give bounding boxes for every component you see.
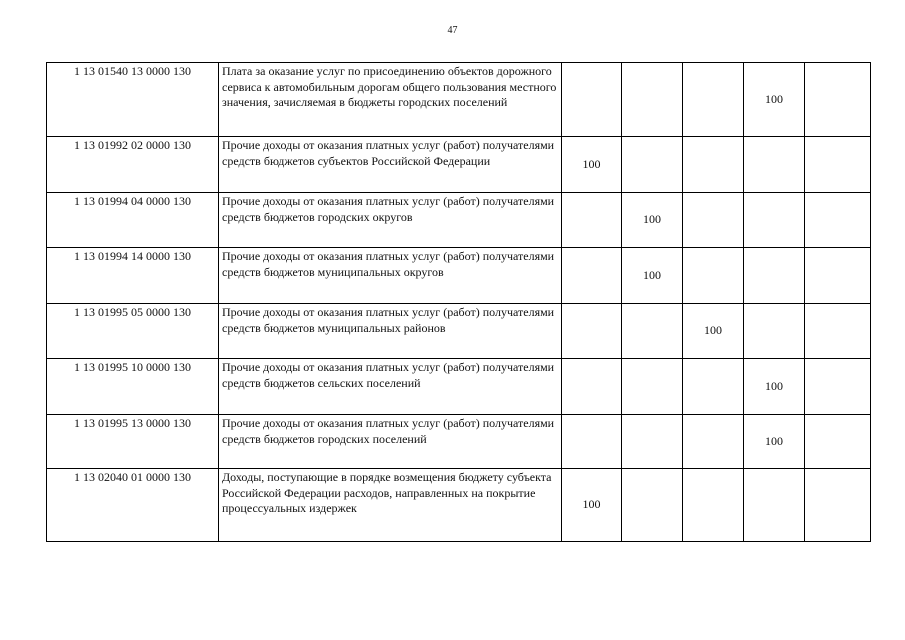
value-cell-4: 100 — [744, 63, 805, 137]
table-row — [47, 304, 871, 359]
value-cell-2 — [622, 359, 683, 415]
revenue-name: Прочие доходы от оказания платных услуг (работ) получателями средств бюджетов сельских поселений — [219, 359, 562, 415]
value-cell-5 — [805, 63, 871, 137]
revenue-name: Прочие доходы от оказания платных услуг (работ) получателями средств бюджетов субъектов Российской Федерации — [219, 137, 562, 193]
budget-classification-code: 1 13 01540 13 0000 130 — [47, 63, 219, 137]
page-number: 47 — [447, 25, 458, 36]
value-cell-3: 100 — [683, 304, 744, 359]
value-cell-1 — [562, 63, 622, 137]
value-cell-2 — [622, 137, 683, 193]
value-cell-1 — [562, 359, 622, 415]
value-cell-4 — [744, 469, 805, 542]
value-cell-1: 100 — [562, 469, 622, 542]
value-cell-3 — [683, 359, 744, 415]
value-cell-5 — [805, 469, 871, 542]
revenue-name: Доходы, поступающие в порядке возмещения бюджету субъекта Российской Федерации расходов, направленных на покрытие процессуальных издержек — [219, 469, 562, 542]
revenue-name: Плата за оказание услуг по присоединению объектов дорожного сервиса к автомобильным дорогам общего пользования местного значения, зачисляемая в бюджеты городских поселений — [219, 63, 562, 137]
value-cell-5 — [805, 193, 871, 248]
value-cell-3 — [683, 248, 744, 304]
table-row — [47, 469, 871, 542]
value-cell-2 — [622, 469, 683, 542]
value-cell-1 — [562, 248, 622, 304]
table-row — [47, 63, 871, 137]
value-cell-3 — [683, 63, 744, 137]
budget-classification-code: 1 13 01994 04 0000 130 — [47, 193, 219, 248]
value-cell-5 — [805, 248, 871, 304]
revenue-distribution-table — [46, 62, 871, 542]
revenue-name: Прочие доходы от оказания платных услуг (работ) получателями средств бюджетов городских округов — [219, 193, 562, 248]
budget-classification-code: 1 13 02040 01 0000 130 — [47, 469, 219, 542]
value-cell-2: 100 — [622, 193, 683, 248]
table-row — [47, 248, 871, 304]
value-cell-4 — [744, 137, 805, 193]
value-cell-1 — [562, 415, 622, 469]
table-row — [47, 137, 871, 193]
revenue-name: Прочие доходы от оказания платных услуг (работ) получателями средств бюджетов муниципальных округов — [219, 248, 562, 304]
table-row — [47, 415, 871, 469]
value-cell-2 — [622, 63, 683, 137]
value-cell-1 — [562, 193, 622, 248]
table-row — [47, 193, 871, 248]
value-cell-5 — [805, 415, 871, 469]
budget-classification-code: 1 13 01995 10 0000 130 — [47, 359, 219, 415]
value-cell-3 — [683, 469, 744, 542]
value-cell-4: 100 — [744, 415, 805, 469]
revenue-name: Прочие доходы от оказания платных услуг (работ) получателями средств бюджетов городских поселений — [219, 415, 562, 469]
value-cell-3 — [683, 193, 744, 248]
value-cell-1: 100 — [562, 137, 622, 193]
budget-classification-code: 1 13 01994 14 0000 130 — [47, 248, 219, 304]
value-cell-4 — [744, 248, 805, 304]
revenue-name: Прочие доходы от оказания платных услуг (работ) получателями средств бюджетов муниципальных районов — [219, 304, 562, 359]
value-cell-5 — [805, 304, 871, 359]
value-cell-4 — [744, 193, 805, 248]
budget-classification-code: 1 13 01995 13 0000 130 — [47, 415, 219, 469]
value-cell-1 — [562, 304, 622, 359]
value-cell-2 — [622, 304, 683, 359]
value-cell-4: 100 — [744, 359, 805, 415]
table-row — [47, 359, 871, 415]
value-cell-3 — [683, 415, 744, 469]
value-cell-2 — [622, 415, 683, 469]
value-cell-4 — [744, 304, 805, 359]
budget-classification-code: 1 13 01995 05 0000 130 — [47, 304, 219, 359]
value-cell-2: 100 — [622, 248, 683, 304]
value-cell-5 — [805, 359, 871, 415]
value-cell-5 — [805, 137, 871, 193]
budget-classification-code: 1 13 01992 02 0000 130 — [47, 137, 219, 193]
value-cell-3 — [683, 137, 744, 193]
